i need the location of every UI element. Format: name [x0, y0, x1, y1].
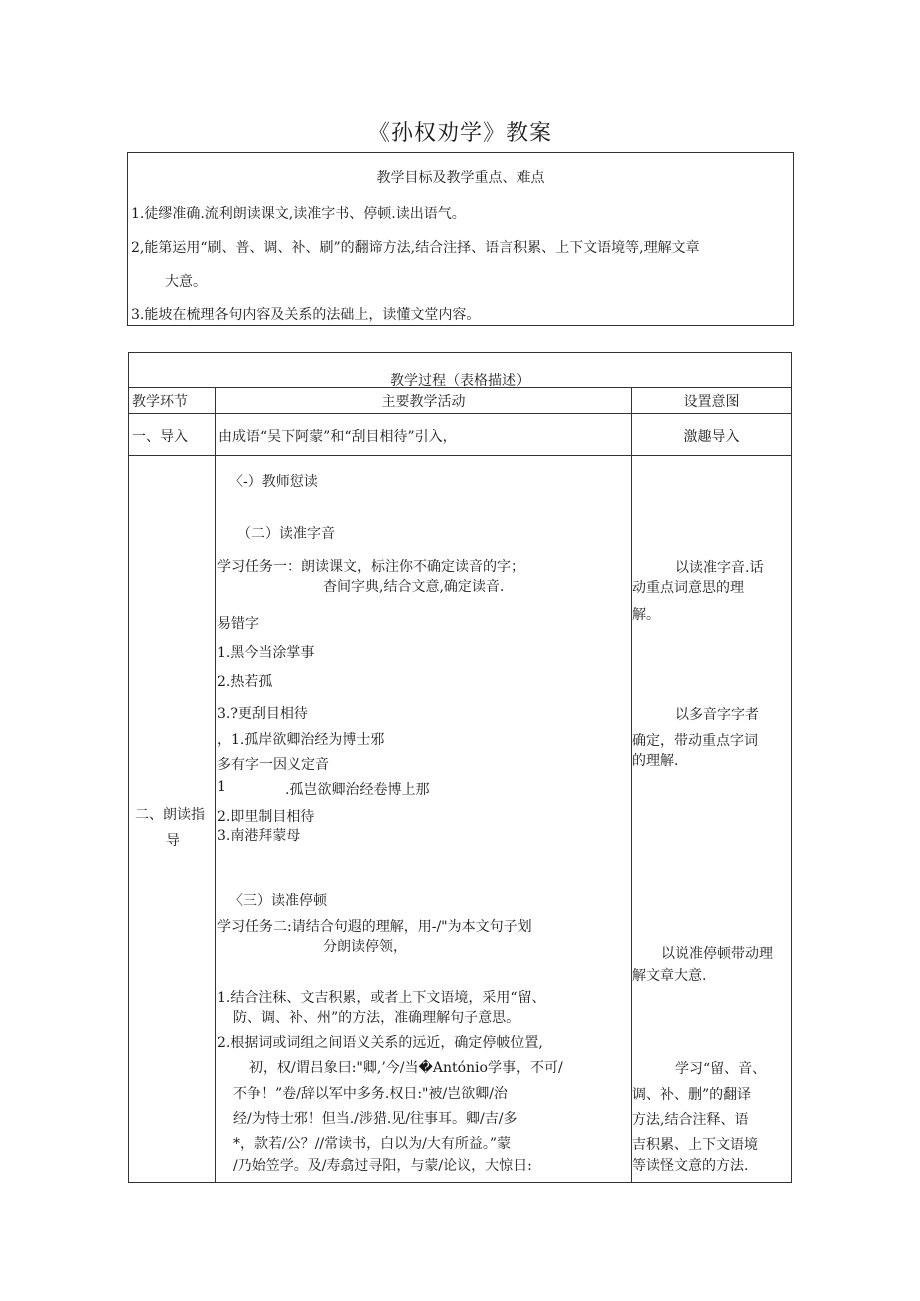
activity-line: 不争！”卷/辞以军中多务.权日:"被/岂欲卿/治: [233, 1086, 508, 1102]
page-title: 《孙权劝学》教案: [367, 121, 552, 146]
intent-line: 等读怪文意的方法.: [632, 1158, 749, 1174]
column-header-stage: 教学环节: [132, 394, 188, 410]
objective-item: 2,能第运用“刷、普、调、补、刷”的翻谛方法,结合注择、语言积累、上下文语境等,理解文章: [131, 240, 700, 256]
activity-line: 初，权/谓吕象曰:"卿,’今/当�António学事，不可/: [249, 1060, 563, 1076]
intent-line: 以说准停顿带动理: [661, 946, 773, 962]
activity-line: 3.南港拜蒙母: [217, 828, 301, 844]
activity-line: 杳间字典,结合文意,确定读音.: [323, 579, 505, 595]
intent-line: 学习“留、音、: [675, 1061, 767, 1077]
stage-intro: 一、导入: [132, 429, 188, 445]
objective-item: 3.能坡在梳理各句内容及关系的法础上，读懂文堂内容。: [131, 307, 481, 323]
table-rule: [129, 413, 791, 414]
table-rule: [215, 387, 216, 1182]
intent-line: 的理解.: [632, 753, 679, 769]
activity-line: 1.黑今当涂掌事: [217, 645, 315, 661]
table-rule: [129, 455, 791, 456]
activity-line: *，款若/公？//常读书，白以为/大有所益。”蒙: [233, 1136, 512, 1152]
stage-reading-cont: 导: [166, 833, 180, 849]
activity-line: 〈-）教师愆读: [229, 474, 318, 490]
objectives-heading: 教学目标及教学重点、难点: [376, 170, 545, 186]
activity-line: 2.根据词或词组之间语义关系的远近，确定停帔位置,: [217, 1035, 543, 1051]
intent-line: 以读准字音.话: [675, 560, 764, 576]
objective-item: 1.徒缪准确.流利朗读课文,读准字书、停顿.读出语气。: [131, 206, 466, 222]
column-header-intent: 设置意图: [683, 394, 740, 410]
intent-line: 调、补、删”的翻译: [632, 1087, 752, 1103]
intent-intro: 激趣导入: [683, 429, 740, 445]
intent-line: 解。: [632, 607, 660, 623]
activity-line: 1.结合注秣、文吉积累，或者上下文语境，采用“留、: [217, 990, 546, 1006]
activity-line: 学习任务二:请结合句遐的理解，用-/"为本文句子划: [217, 919, 532, 935]
intent-line: 确定，带动重点字词: [632, 733, 758, 749]
stage-reading: 二、朗读指: [135, 807, 205, 823]
activity-line: /乃始笠学。及/寿翕过寻阳，与蒙/论议，大惊日:: [233, 1158, 532, 1174]
objective-item: 大意。: [165, 274, 207, 290]
activity-line: 易错字: [217, 616, 259, 632]
process-table: [128, 352, 792, 1183]
activity-line: 防、调、补、州”的方法，准确理解句子意思。: [233, 1010, 521, 1026]
intent-line: 吉积累、上下文语境: [632, 1137, 758, 1153]
activity-line: 1: [217, 779, 226, 795]
activity-line: 3.?更刮目相待: [217, 706, 308, 722]
table-rule: [631, 387, 632, 1182]
activity-line: 经/为恃士邪！但当./涉猎.见/往事耳。卿/吉/多: [233, 1111, 518, 1127]
activity-line: 〈三）读准停顿: [229, 893, 327, 909]
activity-line: 分朗读停领，: [323, 939, 407, 955]
activity-intro: 由成语“吴下阿蒙”和“刮目相待”引入，: [218, 429, 457, 445]
intent-line: 以多音字字者: [675, 707, 759, 723]
process-heading: 教学过程（表格描述）: [390, 373, 530, 389]
activity-line: （二）读准字音: [237, 526, 335, 542]
objectives-table: [127, 152, 794, 326]
activity-line: 2.热若孤: [217, 674, 273, 690]
column-header-activity: 主要教学活动: [381, 394, 466, 410]
activity-line: ，1.孤岸欲卿治经为博士邪: [217, 732, 385, 748]
activity-line: 学习任务一：朗读课文，标注你不确定读音的字；: [217, 559, 525, 575]
intent-line: 动重点词意思的理: [632, 580, 744, 596]
activity-line: 多有字一因义定音: [217, 757, 329, 773]
activity-line: .孤岂欲卿治经卷博上那: [285, 782, 430, 798]
activity-line: 2.即里制目相待: [217, 809, 315, 825]
intent-line: 方法,结合注释、语: [632, 1112, 749, 1128]
intent-line: 解文章大意.: [632, 968, 707, 984]
